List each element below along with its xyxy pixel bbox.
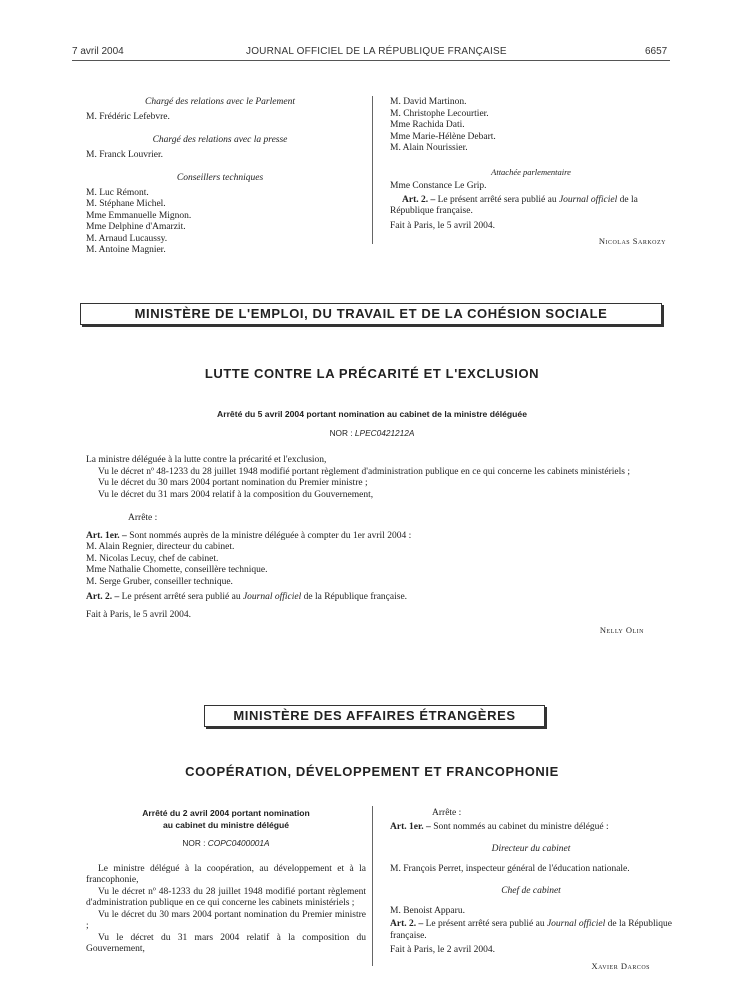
- ministry-emploi-box: MINISTÈRE DE L'EMPLOI, DU TRAVAIL ET DE LA COHÉSION SOCIALE: [80, 303, 662, 325]
- vu-line: Vu le décret du 30 mars 2004 portant nomination du Premier ministre ;: [98, 478, 368, 488]
- nor-ref-1: [72, 428, 672, 440]
- fait-line: Fait à Paris, le 5 avril 2004.: [390, 220, 496, 231]
- name-line: M. Franck Louvrier.: [86, 149, 164, 160]
- arrete-title-1: Arrêté du 5 avril 2004 portant nomination au cabinet de la ministre déléguée: [217, 409, 527, 419]
- ministry2-left-column: [86, 808, 366, 956]
- header-rule: [72, 60, 670, 61]
- name-line: Mme Rachida Dati.: [390, 120, 465, 130]
- name-line: M. Arnaud Lucaussy.: [86, 233, 168, 244]
- journal-officiel-ref: Journal officiel: [242, 592, 302, 602]
- article-label: Art. 1er. –: [390, 821, 431, 832]
- article-label: Art. 2. –: [86, 592, 120, 602]
- article-2: [86, 592, 674, 604]
- name-line: M. Christophe Lecourtier.: [390, 108, 489, 119]
- heading-parlement: Chargé des relations avec le Parlement: [145, 97, 295, 107]
- section-cooperation-title: COOPÉRATION, DÉVELOPPEMENT ET FRANCOPHONIE: [185, 764, 559, 779]
- name-line: M. Antoine Magnier.: [86, 245, 166, 255]
- fait-line: Fait à Paris, le 2 avril 2004.: [390, 945, 496, 955]
- name-line: M. Serge Gruber, conseiller technique.: [86, 576, 233, 587]
- ministry-affaires-etrangeres-box: MINISTÈRE DES AFFAIRES ÉTRANGÈRES: [204, 705, 545, 727]
- name-line: M. Frédéric Lefebvre.: [86, 111, 170, 122]
- nor-ref-2: [86, 838, 366, 850]
- heading-attachee: Attachée parlementaire: [491, 166, 571, 177]
- heading-chef-cabinet: Chef de cabinet: [501, 886, 561, 896]
- name-line: Mme Constance Le Grip.: [390, 181, 487, 191]
- intro-line: Le ministre délégué à la coopération, au développement et à la francophonie,: [86, 863, 366, 885]
- ministry2-right-column: [390, 808, 672, 972]
- article-text: Le présent arrêté sera publié au: [435, 194, 559, 205]
- name-line: Mme Marie-Hélène Debart.: [390, 131, 496, 142]
- name-line: Mme Emmanuelle Mignon.: [86, 210, 192, 221]
- article-text: de la République française.: [301, 592, 408, 602]
- journal-officiel-ref: Journal officiel: [558, 194, 618, 205]
- article-label: Art. 2. –: [402, 194, 436, 205]
- article-text: Le présent arrêté sera publié au: [423, 919, 547, 929]
- name-line: M. Luc Rémont.: [86, 187, 149, 198]
- name-line: M. David Martinon.: [390, 97, 467, 107]
- page-number: 6657: [645, 46, 668, 57]
- arrete-title-2-cont: au cabinet du ministre délégué: [162, 819, 290, 830]
- header-date: 7 avril 2004: [72, 46, 124, 57]
- name-line: Mme Delphine d'Amarzit.: [86, 222, 186, 232]
- signature: Nelly Olin: [599, 625, 644, 635]
- article-1: [390, 822, 672, 834]
- article-label: Art. 1er. –: [86, 530, 127, 541]
- top-left-column: [86, 97, 354, 257]
- ministry1-body: [86, 455, 674, 637]
- vu-line: Vu le décret nº 48-1233 du 28 juillet 1948 modifié portant règlement d'administration publique en ce qui concerne les cabinets ministériels ;: [86, 886, 366, 908]
- name-line: M. Alain Nourissier.: [390, 143, 468, 153]
- article-text: Le présent arrêté sera publié au: [119, 592, 243, 602]
- article-2: [390, 919, 672, 942]
- signature: Nicolas Sarkozy: [598, 236, 666, 246]
- journal-officiel-ref: Journal officiel: [546, 919, 606, 929]
- nor-label: NOR :: [182, 838, 208, 848]
- nor-label: NOR :: [329, 428, 355, 438]
- name-line: M. Benoist Apparu.: [390, 905, 465, 916]
- name-line: M. Alain Regnier, directeur du cabinet.: [86, 542, 235, 552]
- heading-directeur: Directeur du cabinet: [491, 844, 571, 854]
- name-line: M. François Perret, inspecteur général de l'éducation nationale.: [390, 863, 630, 874]
- signature: Xavier Darcos: [591, 960, 650, 971]
- article-label: Art. 2. –: [390, 919, 424, 929]
- section-precarite-title: LUTTE CONTRE LA PRÉCARITÉ ET L'EXCLUSION: [204, 366, 540, 381]
- nor-value: LPEC0421212A: [354, 428, 415, 438]
- arrete-word: Arrête :: [432, 808, 462, 818]
- article-text: Sont nommés auprès de la ministre déléguée à compter du 1er avril 2004 :: [126, 530, 412, 541]
- vu-line: Vu le décret du 31 mars 2004 relatif à la composition du Gouvernement,: [98, 489, 374, 500]
- nor-value: COPC0400001A: [207, 838, 270, 848]
- column-divider: [372, 806, 373, 966]
- article-text: Sont nommés au cabinet du ministre délégué :: [430, 821, 609, 832]
- vu-line: Vu le décret nº 48-1233 du 28 juillet 1948 modifié portant règlement d'administration publique en ce qui concerne les cabinets ministériels ;: [98, 466, 630, 477]
- heading-presse: Chargé des relations avec la presse: [152, 135, 288, 145]
- article-1: [86, 531, 674, 543]
- arrete-word: Arrête :: [128, 513, 158, 523]
- column-divider: [372, 96, 373, 244]
- heading-conseillers: Conseillers techniques: [176, 173, 264, 183]
- arrete-title-2: Arrêté du 2 avril 2004 portant nomination: [142, 808, 310, 818]
- name-line: M. Nicolas Lecuy, chef de cabinet.: [86, 553, 219, 564]
- journal-title: JOURNAL OFFICIEL DE LA RÉPUBLIQUE FRANÇAISE: [246, 46, 507, 57]
- vu-line: Vu le décret du 30 mars 2004 portant nomination du Premier ministre ;: [86, 909, 366, 931]
- top-right-column: [390, 97, 672, 248]
- article-text: de la République française.: [390, 919, 673, 941]
- article-text: de la République française.: [390, 194, 638, 216]
- fait-line: Fait à Paris, le 5 avril 2004.: [86, 609, 192, 620]
- name-line: Mme Nathalie Chomette, conseillère technique.: [86, 565, 268, 575]
- intro-line: La ministre déléguée à la lutte contre la précarité et l'exclusion,: [86, 455, 327, 465]
- name-line: M. Stéphane Michel.: [86, 199, 166, 209]
- vu-line: Vu le décret du 31 mars 2004 relatif à la composition du Gouvernement,: [86, 932, 366, 954]
- article-2: [390, 195, 672, 218]
